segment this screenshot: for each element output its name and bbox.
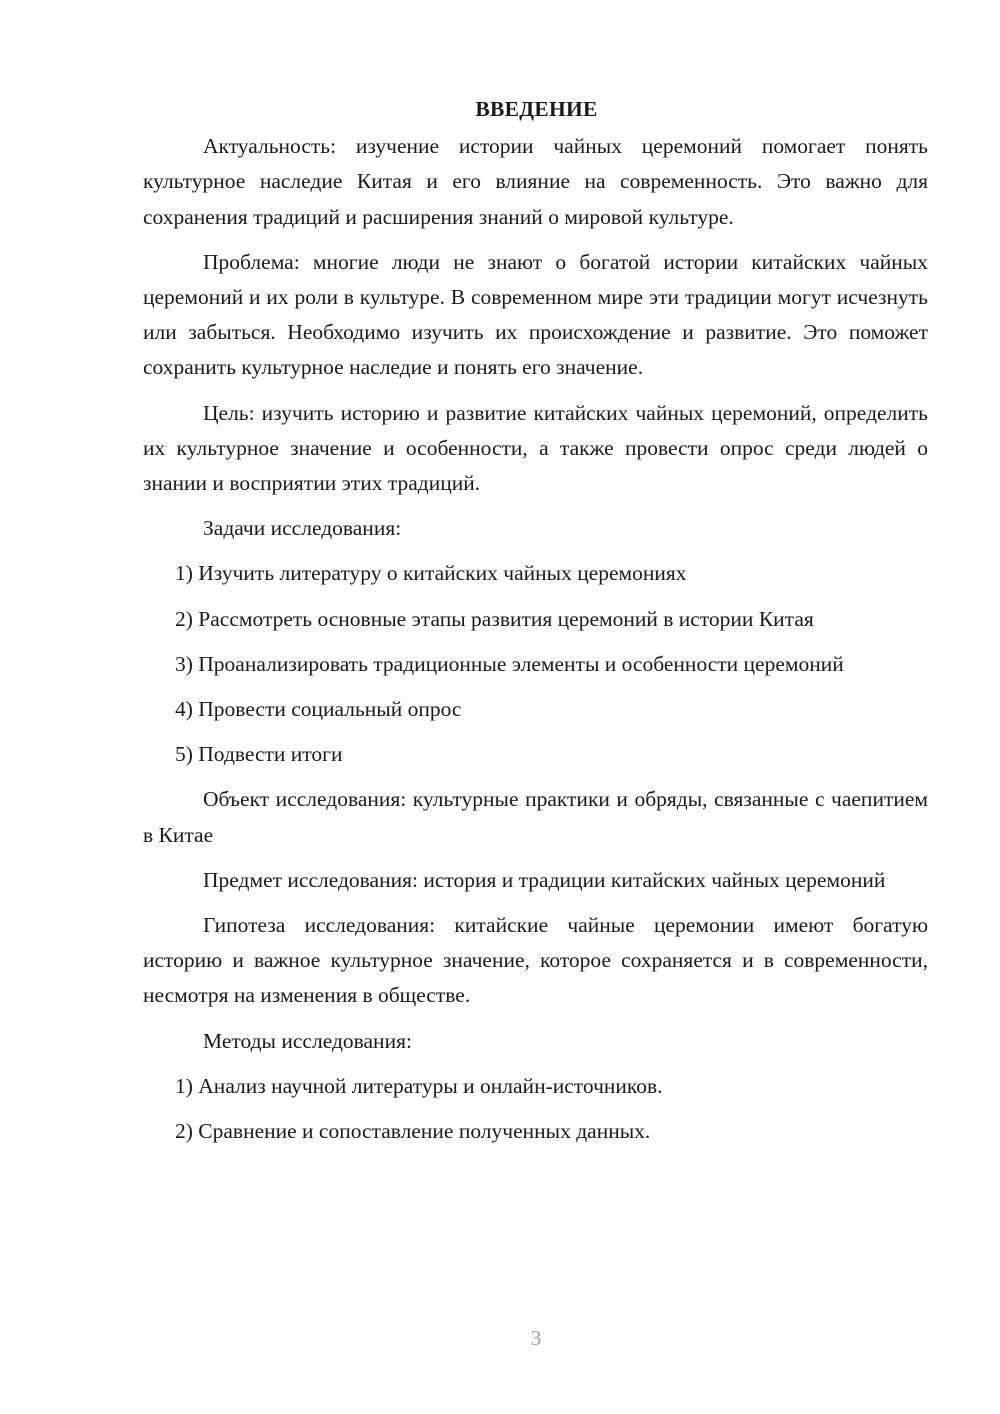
tasks-heading: Задачи исследования: [203,516,402,541]
page-number: 3 [530,1326,542,1350]
goal-paragraph: Цель: изучить историю и развитие китайских чайных церемоний, определить их культурное значение и особенности, а также провести опрос среди людей о знании и восприятии этих традиций. [143,400,928,496]
hypothesis-paragraph: Гипотеза исследования: китайские чайные церемонии имеют богатую историю и важное культурное значение, которое сохраняется и в современности, несмотря на изменения в обществе. [143,913,928,1008]
task-item: 2) Рассмотреть основные этапы развития церемоний в истории Китая [175,606,814,631]
methods-heading: Методы исследования: [203,1028,412,1053]
method-item: 2) Сравнение и сопоставление полученных данных. [175,1119,651,1144]
task-item: 4) Провести социальный опрос [175,697,462,722]
task-item: 1) Изучить литературу о китайских чайных церемониях [175,561,687,586]
task-item: 5) Подвести итоги [175,742,343,767]
subject-paragraph: Предмет исследования: история и традиции китайских чайных церемоний [203,867,886,892]
document-page [143,92,928,1159]
method-item: 1) Анализ научной литературы и онлайн-источников. [175,1073,663,1098]
problem-paragraph: Проблема: многие люди не знают о богатой истории китайских чайных церемоний и их роли в культуре. В современном мире эти традиции могут исчезнуть или забыться. Необходимо изучить их происхождение и развитие. Это поможет сохранить культурное наследие и понять его значение. [143,249,928,380]
task-item: 3) Проанализировать традиционные элементы и особенности церемоний [175,651,844,676]
section-title: ВВЕДЕНИЕ [475,97,598,121]
object-paragraph: Объект исследования: культурные практики и обряды, связанные с чаепитием в Китае [143,787,928,847]
relevance-paragraph: Актуальность: изучение истории чайных церемоний помогает понять культурное наследие Китая и его влияние на современность. Это важно для сохранения традиций и расширения знаний о мировой культуре. [143,134,928,229]
